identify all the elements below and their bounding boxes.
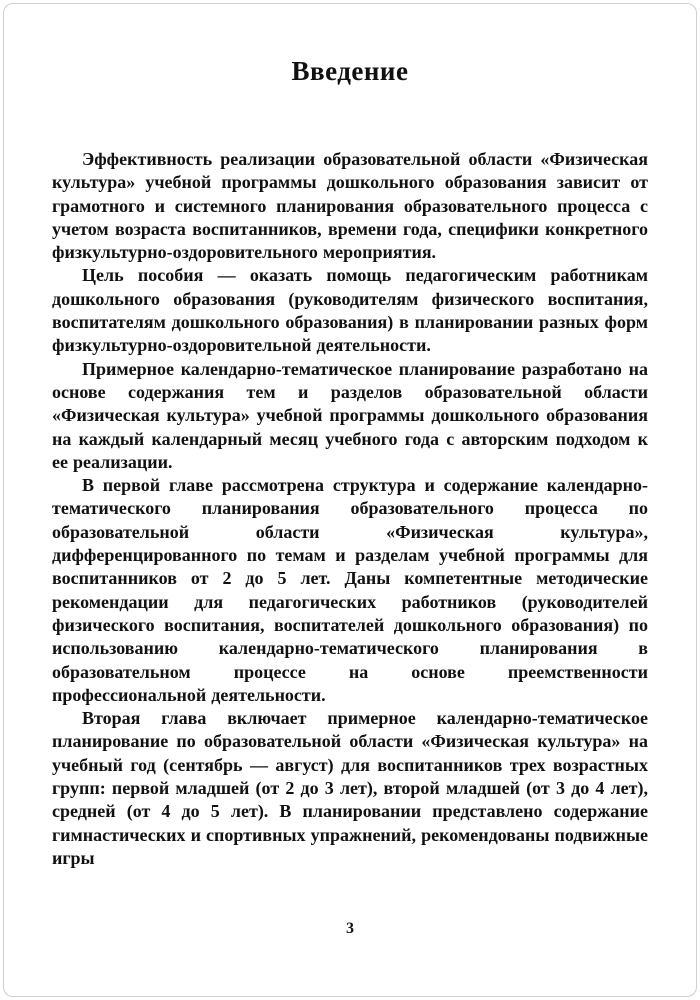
page-title: Введение — [291, 56, 409, 86]
paragraph: В первой главе рассмотрена структура и содержание календарно-тематического планирования образовательного процесса по образовательной области «Физическая культура», дифференцированного по темам и разделам учебной программы для воспитанников от 2 до 5 лет. Даны компетентные методические рекомендации для педагогических работников (руководителей физического воспитания, воспитателей дошкольного образования) по использованию календарно-тематического планирования в образовательном процессе на основе преемственности профессиональной деятельности. — [52, 475, 648, 705]
paragraph: Цель пособия — оказать помощь педагогическим работникам дошкольного образования (руководителям физического воспитания, воспитателям дошкольного образования) в планировании разных форм физкультурно-оздоровительной деятельности. — [52, 265, 648, 356]
paragraph: Вторая глава включает примерное календарно-тематическое планирование по образовательной области «Физическая культура» на учебный год (сентябрь — август) для воспитанников трех возрастных групп: первой младшей (от 2 до 3 лет), второй младшей (от 3 до 4 лет), средней (от 4 до 5 лет). В планировании представлено содержание гимнастических и спортивных упражнений, рекомендованы подвижные игры — [52, 708, 648, 868]
paragraph: Примерное календарно-тематическое планирование разработано на основе содержания тем и разделов образовательной области «Физическая культура» учебной программы дошкольного образования на каждый календарный месяц учебного года с авторским подходом к ее реализации. — [52, 358, 648, 472]
paragraph: Эффективность реализации образовательной области «Физическая культура» учебной программы дошкольного образования зависит от грамотного и системного планирования образовательного процесса с учетом возраста воспитанников, времени года, специфики конкретного физкультурно-оздоровительного мероприятия. — [52, 149, 648, 263]
body-text — [52, 148, 648, 870]
page-number: 3 — [346, 920, 354, 937]
